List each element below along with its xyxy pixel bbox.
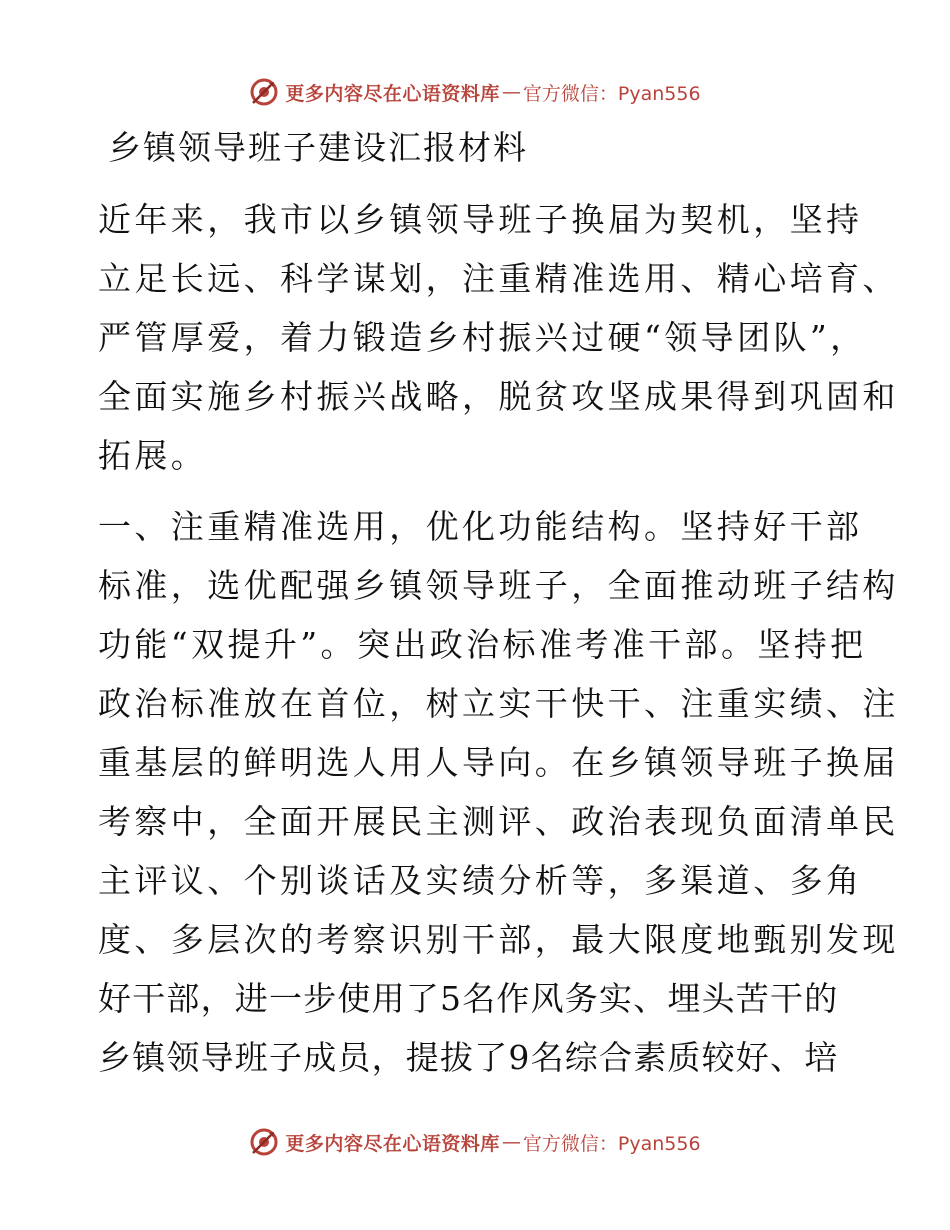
header-banner — [0, 72, 950, 112]
promo-separator: — — [501, 81, 521, 103]
paragraph-section-one — [98, 497, 899, 1087]
logo-icon — [249, 1127, 279, 1157]
paragraph-line: 严管厚爱，着力锻造乡村振兴过硬“领导团队”， — [98, 318, 867, 357]
paragraph-line: 政治标准放在首位，树立实干快干、注重实绩、注 — [98, 684, 899, 723]
wechat-text: 官方微信：Pyan556 — [522, 82, 701, 105]
wechat-text: 官方微信：Pyan556 — [522, 1132, 701, 1155]
logo-icon — [249, 77, 279, 107]
paragraph-line: 近年来，我市以乡镇领导班子换届为契机，坚持 — [98, 200, 863, 239]
promo-text: 更多内容尽在心语资料库 — [285, 1132, 500, 1155]
paragraph-line: 全面实施乡村振兴战略，脱贫攻坚成果得到巩固和 — [98, 377, 899, 416]
footer-banner — [0, 1122, 950, 1162]
paragraph-line: 乡镇领导班子成员，提拔了9名综合素质较好、培 — [98, 1038, 839, 1077]
paragraph-line: 考察中，全面开展民主测评、政治表现负面清单民 — [98, 802, 899, 841]
paragraph-line: 拓展。 — [98, 436, 208, 475]
paragraph-line: 度、多层次的考察识别干部，最大限度地甄别发现 — [98, 920, 899, 959]
paragraph-intro — [98, 190, 899, 485]
document-title: 乡镇领导班子建设汇报材料 — [108, 128, 528, 167]
paragraph-line: 主评议、个别谈话及实绩分析等，多渠道、多角 — [98, 861, 863, 900]
promo-text: 更多内容尽在心语资料库 — [285, 82, 500, 105]
paragraph-line: 功能“双提升”。突出政治标准考准干部。坚持把 — [98, 625, 867, 664]
paragraph-line: 一、注重精准选用，优化功能结构。坚持好干部 — [98, 507, 863, 546]
paragraph-line: 立足长远、科学谋划，注重精准选用、精心培育、 — [98, 259, 899, 298]
paragraph-line: 标准，选优配强乡镇领导班子，全面推动班子结构 — [98, 566, 899, 605]
promo-separator: — — [501, 1131, 521, 1153]
paragraph-line: 重基层的鲜明选人用人导向。在乡镇领导班子换届 — [98, 743, 899, 782]
paragraph-line: 好干部，进一步使用了5名作风务实、埋头苦干的 — [98, 979, 839, 1018]
